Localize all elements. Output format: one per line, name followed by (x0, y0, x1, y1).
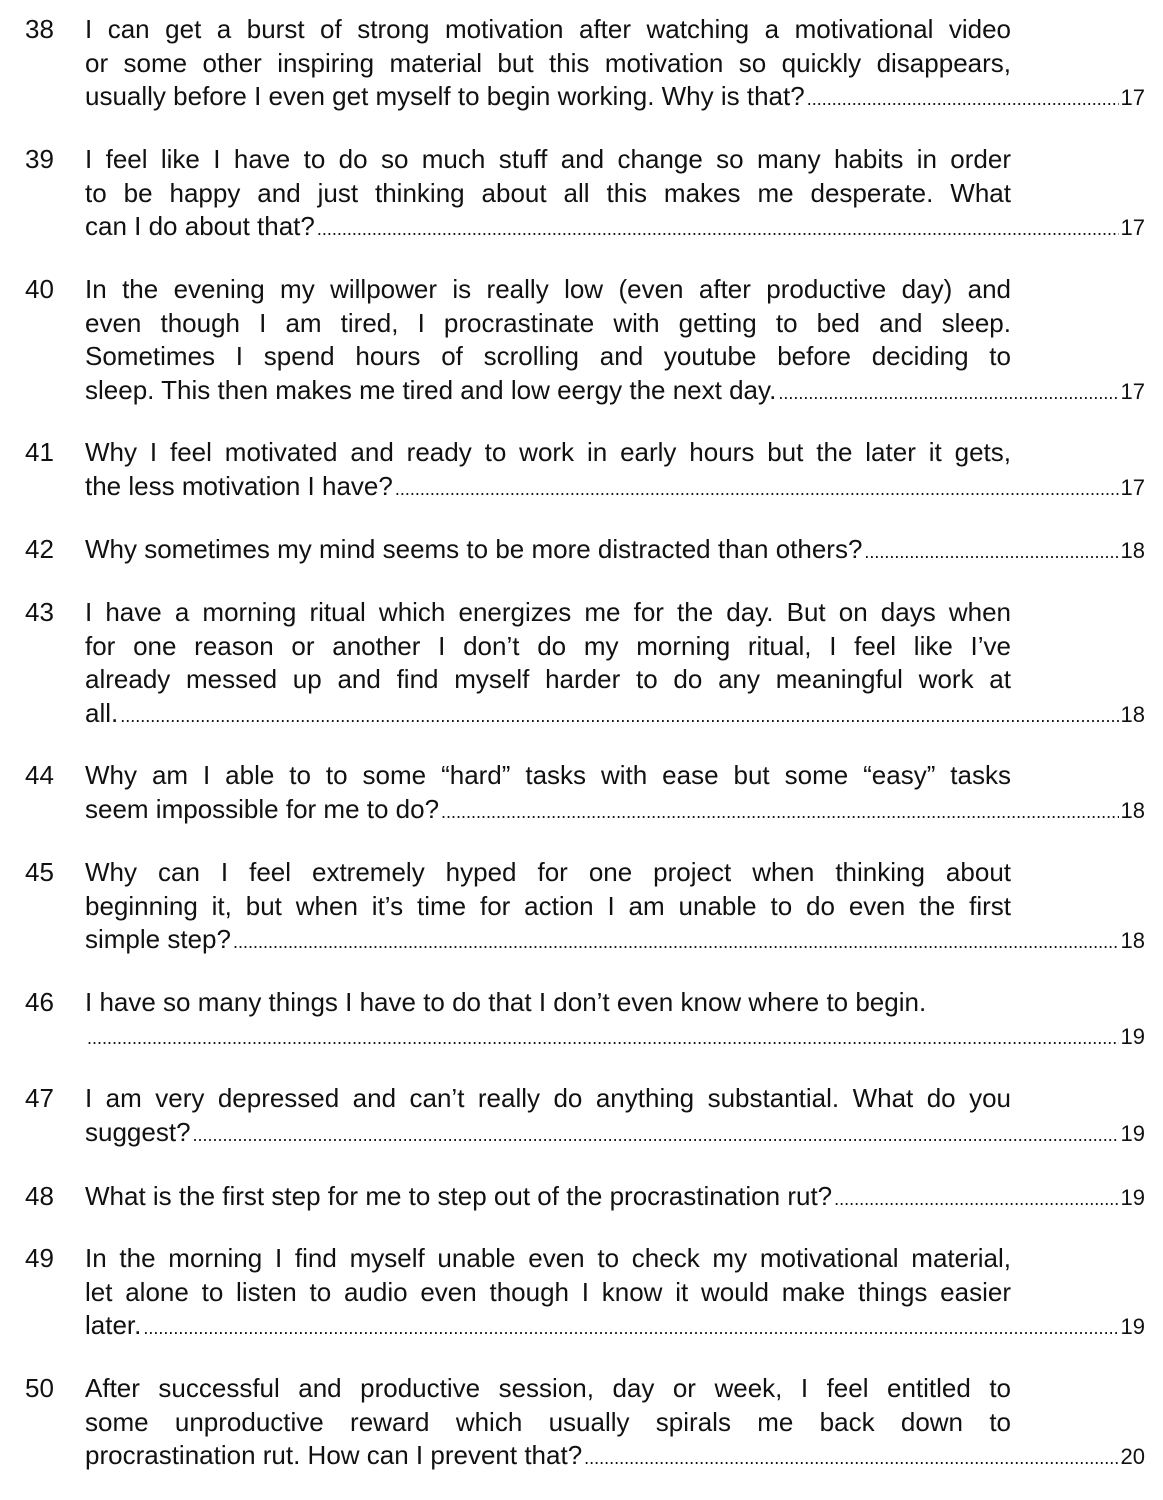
dot-leader (864, 536, 1118, 570)
entry-line: I feel like I have to do so much stuff and change so many habits in order (85, 144, 1011, 174)
entry-number: 40 (25, 274, 54, 304)
page-number[interactable]: 19 (1120, 1314, 1145, 1340)
entry-number: 43 (25, 597, 54, 627)
page-number[interactable]: 17 (1120, 85, 1145, 111)
entry-number: 41 (25, 437, 54, 467)
entry-text (85, 856, 1145, 957)
entry-line: After successful and productive session, day or week, I feel entitled to (85, 1373, 1011, 1403)
page-number[interactable]: 19 (1120, 1120, 1145, 1146)
dot-leader (834, 1183, 1118, 1217)
entry-line: all. (85, 697, 119, 728)
entry-line: some unproductive reward which usually spirals me back down to (85, 1406, 1011, 1437)
entry-line: the less motivation I have? (85, 470, 393, 501)
entry-line: to be happy and just thinking about all this makes me desperate. What (85, 177, 1011, 208)
entry-line: procrastination rut. How can I prevent that? (85, 1440, 583, 1471)
entry-text (85, 13, 1145, 114)
entry-line: suggest? (85, 1116, 191, 1147)
entry-line: for one reason or another I don’t do my morning ritual, I feel like I’ve (85, 630, 1011, 661)
entry-last-line (85, 1020, 1145, 1054)
entry-last-line (85, 697, 1145, 731)
page-number[interactable]: 17 (1120, 378, 1145, 404)
page-number[interactable]: 19 (1120, 1185, 1145, 1210)
dot-leader (193, 1119, 1119, 1153)
entry-line: seem impossible for me to do? (85, 793, 440, 824)
page-number[interactable]: 18 (1120, 701, 1145, 727)
entry-text (85, 436, 1145, 503)
entry-number: 49 (25, 1243, 54, 1273)
entry-number: 47 (25, 1083, 54, 1113)
dot-leader (317, 213, 1119, 247)
entry-line: usually before I even get myself to begin working. Why is that? (85, 81, 805, 112)
entry-last-line (85, 923, 1145, 957)
entry-last-line (85, 793, 1145, 827)
entry-line: even though I am tired, I procrastinate with getting to bed and sleep. (85, 307, 1011, 338)
entry-text (85, 273, 1145, 407)
entry-line: already messed up and find myself harder to do any meaningful work at (85, 664, 1011, 695)
dot-leader (120, 700, 1118, 734)
entry-line: can I do about that? (85, 211, 315, 242)
entry-line: let alone to listen to audio even though I know it would make things easier (85, 1276, 1011, 1307)
entry-text (85, 1082, 1145, 1149)
entry-last-line (85, 1309, 1145, 1343)
entry-text (85, 1242, 1145, 1343)
entry-number: 44 (25, 760, 54, 790)
entry-line: or some other inspiring material but this motivation so quickly disappears, (85, 47, 1011, 78)
entry-text (85, 143, 1145, 244)
page-number[interactable]: 18 (1120, 538, 1145, 563)
entry-line: What is the first step for me to step out of the procrastination rut? (85, 1181, 833, 1211)
entry-line: In the evening my willpower is really low (even after productive day) and (85, 274, 1011, 304)
entry-line: I am very depressed and can’t really do anything substantial. What do you (85, 1083, 1011, 1113)
entry-line: beginning it, but when it’s time for action I am unable to do even the first (85, 890, 1011, 921)
dot-leader (87, 1022, 1119, 1056)
entry-text (85, 759, 1145, 826)
dot-leader (584, 1442, 1118, 1476)
entry-number: 39 (25, 144, 54, 174)
entry-text (85, 986, 1145, 1053)
page-number[interactable]: 20 (1120, 1444, 1145, 1470)
dot-leader (143, 1312, 1118, 1346)
entry-line: sleep. This then makes me tired and low eergy the next day. (85, 374, 777, 405)
entry-last-line (85, 1180, 1145, 1214)
entry-line: Why sometimes my mind seems to be more distracted than others? (85, 534, 863, 564)
entry-text (85, 533, 1145, 567)
entry-line: simple step? (85, 924, 231, 955)
entry-line: Why am I able to to some “hard” tasks with ease but some “easy” tasks (85, 760, 1011, 790)
entry-line: I have so many things I have to do that I don’t even know where to begin. (85, 987, 927, 1017)
entry-number: 50 (25, 1373, 54, 1403)
entry-number: 48 (25, 1181, 54, 1211)
entry-line: I have a morning ritual which energizes me for the day. But on days when (85, 597, 1011, 627)
entry-line: later. (85, 1310, 142, 1341)
entry-number: 46 (25, 987, 54, 1017)
page-number[interactable]: 19 (1120, 1023, 1145, 1049)
entry-last-line (85, 1116, 1145, 1150)
entry-text (85, 1372, 1145, 1473)
entry-line: I can get a burst of strong motivation after watching a motivational video (85, 14, 1011, 44)
dot-leader (395, 473, 1119, 507)
entry-last-line (85, 1439, 1145, 1473)
dot-leader (807, 83, 1119, 117)
entry-last-line (85, 533, 1145, 567)
dot-leader (778, 377, 1118, 411)
entry-line: Why can I feel extremely hyped for one project when thinking about (85, 857, 1011, 887)
page-number[interactable]: 17 (1120, 474, 1145, 500)
entry-last-line (85, 210, 1145, 244)
dot-leader (233, 926, 1119, 960)
entry-line: In the morning I find myself unable even to check my motivational material, (85, 1243, 1011, 1273)
entry-number: 38 (25, 14, 54, 44)
entry-last-line (85, 470, 1145, 504)
page-number[interactable]: 18 (1120, 928, 1145, 954)
dot-leader (441, 796, 1118, 830)
page-number[interactable]: 18 (1120, 797, 1145, 823)
entry-line: Sometimes I spend hours of scrolling and youtube before deciding to (85, 341, 1011, 372)
entry-line: Why I feel motivated and ready to work in early hours but the later it gets, (85, 437, 1011, 467)
entry-text (85, 1180, 1145, 1214)
entry-last-line (85, 80, 1145, 114)
entry-text (85, 596, 1145, 730)
entry-last-line (85, 374, 1145, 408)
entry-number: 45 (25, 857, 54, 887)
entry-number: 42 (25, 534, 54, 564)
page-number[interactable]: 17 (1120, 215, 1145, 241)
